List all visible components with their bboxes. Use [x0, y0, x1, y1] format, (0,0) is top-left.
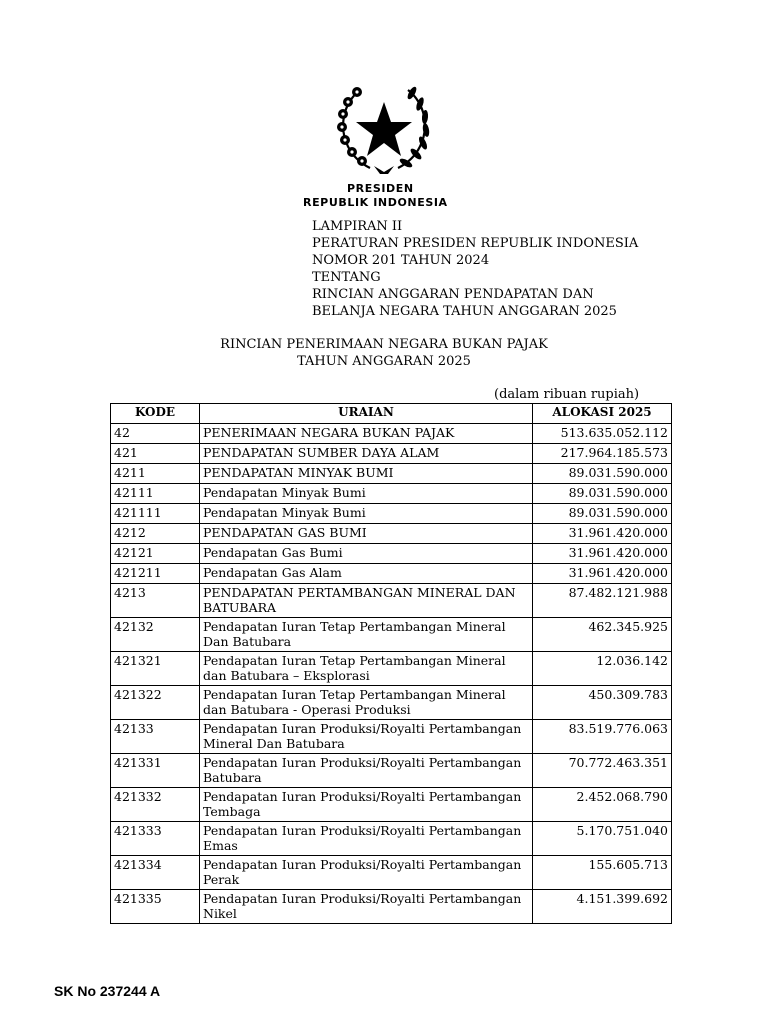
alokasi-cell: 12.036.142: [533, 652, 672, 686]
kode-cell: 421: [111, 444, 200, 464]
uraian-cell: Pendapatan Iuran Tetap Pertambangan Mineral Dan Batubara: [200, 618, 533, 652]
kode-cell: 421332: [111, 788, 200, 822]
table-row: [111, 424, 672, 444]
uraian-cell: PENDAPATAN SUMBER DAYA ALAM: [200, 444, 533, 464]
table-row: [111, 788, 672, 822]
uraian-cell: PENERIMAAN NEGARA BUKAN PAJAK: [200, 424, 533, 444]
kode-cell: 42133: [111, 720, 200, 754]
kode-cell: 42121: [111, 544, 200, 564]
table-row: [111, 464, 672, 484]
table-row: [111, 564, 672, 584]
alokasi-cell: 70.772.463.351: [533, 754, 672, 788]
kode-cell: 42111: [111, 484, 200, 504]
alokasi-cell: 89.031.590.000: [533, 504, 672, 524]
uraian-cell: Pendapatan Iuran Produksi/Royalti Pertambangan Tembaga: [200, 788, 533, 822]
lampiran-line: BELANJA NEGARA TAHUN ANGGARAN 2025: [312, 304, 617, 319]
alokasi-cell: 450.309.783: [533, 686, 672, 720]
uraian-cell: Pendapatan Iuran Produksi/Royalti Pertambangan Perak: [200, 856, 533, 890]
budget-table: [110, 403, 672, 924]
kode-cell: 4213: [111, 584, 200, 618]
uraian-cell: PENDAPATAN GAS BUMI: [200, 524, 533, 544]
alokasi-cell: 5.170.751.040: [533, 822, 672, 856]
kode-cell: 42132: [111, 618, 200, 652]
kode-cell: 421321: [111, 652, 200, 686]
table-row: [111, 822, 672, 856]
kode-cell: 421335: [111, 890, 200, 924]
table-row: [111, 652, 672, 686]
lampiran-line: RINCIAN ANGGARAN PENDAPATAN DAN: [312, 287, 594, 302]
alokasi-cell: 217.964.185.573: [533, 444, 672, 464]
lampiran-line: LAMPIRAN II: [312, 219, 403, 234]
table-row: [111, 584, 672, 618]
table-row: [111, 754, 672, 788]
lampiran-line: TENTANG: [312, 270, 381, 285]
uraian-cell: Pendapatan Iuran Produksi/Royalti Pertambangan Emas: [200, 822, 533, 856]
table-row: [111, 890, 672, 924]
uraian-cell: Pendapatan Minyak Bumi: [200, 504, 533, 524]
alokasi-cell: 89.031.590.000: [533, 484, 672, 504]
uraian-cell: PENDAPATAN PERTAMBANGAN MINERAL DAN BATUBARA: [200, 584, 533, 618]
state-emblem-icon: [330, 80, 438, 176]
alokasi-cell: 31.961.420.000: [533, 564, 672, 584]
unit-note: (dalam ribuan rupiah): [494, 387, 640, 402]
uraian-cell: Pendapatan Iuran Produksi/Royalti Pertambangan Mineral Dan Batubara: [200, 720, 533, 754]
alokasi-cell: 89.031.590.000: [533, 464, 672, 484]
kode-cell: 421334: [111, 856, 200, 890]
table-row: [111, 544, 672, 564]
uraian-cell: Pendapatan Gas Alam: [200, 564, 533, 584]
kode-cell: 4211: [111, 464, 200, 484]
alokasi-cell: 31.961.420.000: [533, 544, 672, 564]
table-row: [111, 720, 672, 754]
kode-cell: 421333: [111, 822, 200, 856]
lampiran-block: [312, 218, 638, 320]
uraian-cell: Pendapatan Gas Bumi: [200, 544, 533, 564]
lampiran-line: PERATURAN PRESIDEN REPUBLIK INDONESIA: [312, 236, 639, 251]
uraian-cell: PENDAPATAN MINYAK BUMI: [200, 464, 533, 484]
table-row: [111, 524, 672, 544]
kode-cell: 4212: [111, 524, 200, 544]
uraian-cell: Pendapatan Iuran Tetap Pertambangan Mineral dan Batubara - Operasi Produksi: [200, 686, 533, 720]
alokasi-cell: 83.519.776.063: [533, 720, 672, 754]
uraian-cell: Pendapatan Minyak Bumi: [200, 484, 533, 504]
alokasi-cell: 155.605.713: [533, 856, 672, 890]
alokasi-cell: 31.961.420.000: [533, 524, 672, 544]
uraian-cell: Pendapatan Iuran Produksi/Royalti Pertambangan Batubara: [200, 754, 533, 788]
uraian-cell: Pendapatan Iuran Produksi/Royalti Pertambangan Nikel: [200, 890, 533, 924]
alokasi-cell: 513.635.052.112: [533, 424, 672, 444]
table-row: [111, 504, 672, 524]
table-row: [111, 686, 672, 720]
sk-number: SK No 237244 A: [54, 983, 161, 999]
column-header-kode: KODE: [111, 404, 200, 424]
lampiran-line: NOMOR 201 TAHUN 2024: [312, 253, 490, 268]
table-row: [111, 856, 672, 890]
alokasi-cell: 462.345.925: [533, 618, 672, 652]
document-title: RINCIAN PENERIMAAN NEGARA BUKAN PAJAK: [220, 337, 548, 352]
office-title-line1: PRESIDEN: [347, 182, 414, 195]
table-row: [111, 444, 672, 464]
alokasi-cell: 4.151.399.692: [533, 890, 672, 924]
kode-cell: 421322: [111, 686, 200, 720]
kode-cell: 421331: [111, 754, 200, 788]
office-title-line2: REPUBLIK INDONESIA: [303, 196, 448, 209]
table-row: [111, 484, 672, 504]
table-row: [111, 618, 672, 652]
kode-cell: 421111: [111, 504, 200, 524]
alokasi-cell: 2.452.068.790: [533, 788, 672, 822]
uraian-cell: Pendapatan Iuran Tetap Pertambangan Mineral dan Batubara – Eksplorasi: [200, 652, 533, 686]
kode-cell: 42: [111, 424, 200, 444]
kode-cell: 421211: [111, 564, 200, 584]
alokasi-cell: 87.482.121.988: [533, 584, 672, 618]
column-header-uraian: URAIAN: [200, 404, 533, 424]
document-subtitle: TAHUN ANGGARAN 2025: [297, 354, 471, 369]
column-header-alokasi: ALOKASI 2025: [533, 404, 672, 424]
